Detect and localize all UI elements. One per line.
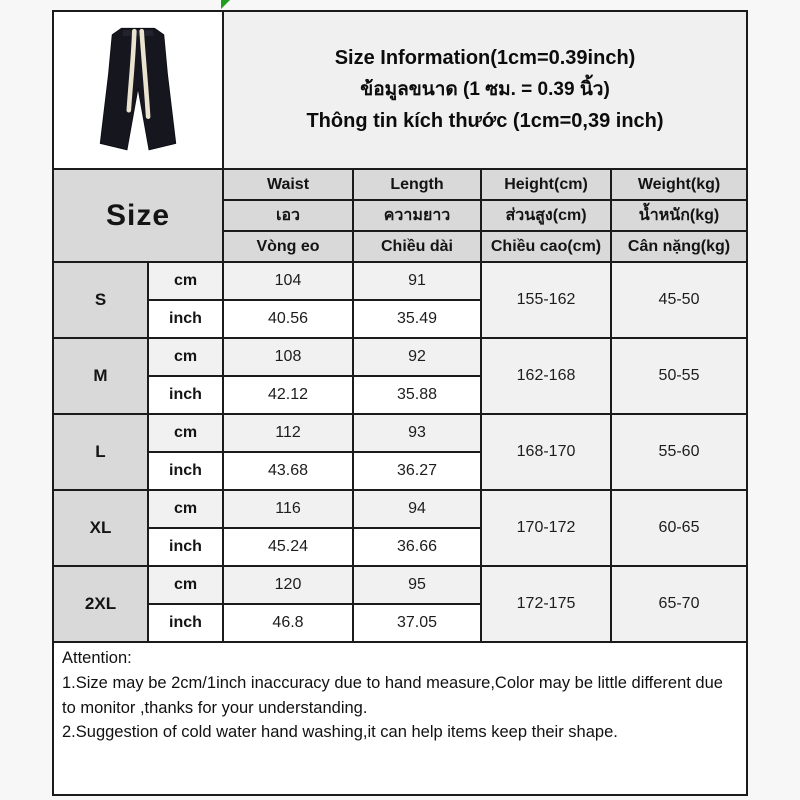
attention-heading: Attention: [62, 649, 132, 667]
col-weight-vi: Cân nặng(kg) [611, 231, 747, 262]
length-inch-l: 36.27 [353, 452, 481, 490]
unit-inch: inch [148, 452, 223, 490]
title-cell [223, 11, 747, 169]
attention-line-1: 1.Size may be 2cm/1inch inaccuracy due to hand measure,Color may be little different due to monitor ,thanks for your understanding. [62, 673, 723, 717]
length-inch-m: 35.88 [353, 376, 481, 414]
title-vietnamese: Thông tin kích thước (1cm=0,39 inch) [306, 110, 664, 133]
table-row-m-cm [53, 338, 747, 376]
waist-cm-2xl: 120 [223, 566, 353, 604]
length-inch-s: 35.49 [353, 300, 481, 338]
length-cm-2xl: 95 [353, 566, 481, 604]
title-english: Size Information(1cm=0.39inch) [334, 47, 636, 70]
waist-inch-m: 42.12 [223, 376, 353, 414]
waist-inch-2xl: 46.8 [223, 604, 353, 642]
length-cm-s: 91 [353, 262, 481, 300]
unit-cm: cm [148, 414, 223, 452]
product-photo-cell [53, 11, 223, 169]
waist-inch-l: 43.68 [223, 452, 353, 490]
size-cell-xl: XL [53, 490, 148, 566]
height-xl: 170-172 [481, 490, 611, 566]
length-cm-l: 93 [353, 414, 481, 452]
table-row-s-cm [53, 262, 747, 300]
weight-2xl: 65-70 [611, 566, 747, 642]
col-waist-th: เอว [223, 200, 353, 231]
waist-inch-xl: 45.24 [223, 528, 353, 566]
unit-inch: inch [148, 528, 223, 566]
waist-cm-xl: 116 [223, 490, 353, 528]
table-row-xl-cm [53, 490, 747, 528]
unit-cm: cm [148, 490, 223, 528]
col-length-en: Length [353, 169, 481, 200]
col-weight-th: น้ำหนัก(kg) [611, 200, 747, 231]
waist-inch-s: 40.56 [223, 300, 353, 338]
weight-l: 55-60 [611, 414, 747, 490]
size-cell-s: S [53, 262, 148, 338]
height-m: 162-168 [481, 338, 611, 414]
col-waist-en: Waist [223, 169, 353, 200]
header-banner-row [53, 11, 747, 169]
col-height-en: Height(cm) [481, 169, 611, 200]
table-row-l-cm [53, 414, 747, 452]
length-cm-m: 92 [353, 338, 481, 376]
size-cell-m: M [53, 338, 148, 414]
height-l: 168-170 [481, 414, 611, 490]
unit-inch: inch [148, 300, 223, 338]
col-length-th: ความยาว [353, 200, 481, 231]
green-corner-marker [221, 0, 230, 9]
size-cell-2xl: 2XL [53, 566, 148, 642]
weight-s: 45-50 [611, 262, 747, 338]
attention-row [53, 642, 747, 795]
length-cm-xl: 94 [353, 490, 481, 528]
length-inch-2xl: 37.05 [353, 604, 481, 642]
unit-cm: cm [148, 338, 223, 376]
size-cell-l: L [53, 414, 148, 490]
height-2xl: 172-175 [481, 566, 611, 642]
col-weight-en: Weight(kg) [611, 169, 747, 200]
col-height-vi: Chiều cao(cm) [481, 231, 611, 262]
col-height-th: ส่วนสูง(cm) [481, 200, 611, 231]
unit-inch: inch [148, 376, 223, 414]
col-waist-vi: Vòng eo [223, 231, 353, 262]
col-length-vi: Chiều dài [353, 231, 481, 262]
size-header: Size [53, 169, 223, 262]
size-table [52, 10, 748, 796]
attention-line-2: 2.Suggestion of cold water hand washing,it can help items keep their shape. [62, 723, 618, 742]
table-row-2xl-cm [53, 566, 747, 604]
height-s: 155-162 [481, 262, 611, 338]
size-chart-sheet [52, 10, 746, 796]
length-inch-xl: 36.66 [353, 528, 481, 566]
waist-cm-s: 104 [223, 262, 353, 300]
waist-cm-m: 108 [223, 338, 353, 376]
pants-product-image [56, 12, 220, 168]
weight-m: 50-55 [611, 338, 747, 414]
pants-icon [79, 21, 197, 159]
weight-xl: 60-65 [611, 490, 747, 566]
header-row-english [53, 169, 747, 200]
waist-cm-l: 112 [223, 414, 353, 452]
attention-note [53, 642, 747, 795]
title-thai: ข้อมูลขนาด (1 ซม. = 0.39 นิ้ว) [360, 78, 610, 100]
unit-cm: cm [148, 566, 223, 604]
unit-inch: inch [148, 604, 223, 642]
unit-cm: cm [148, 262, 223, 300]
